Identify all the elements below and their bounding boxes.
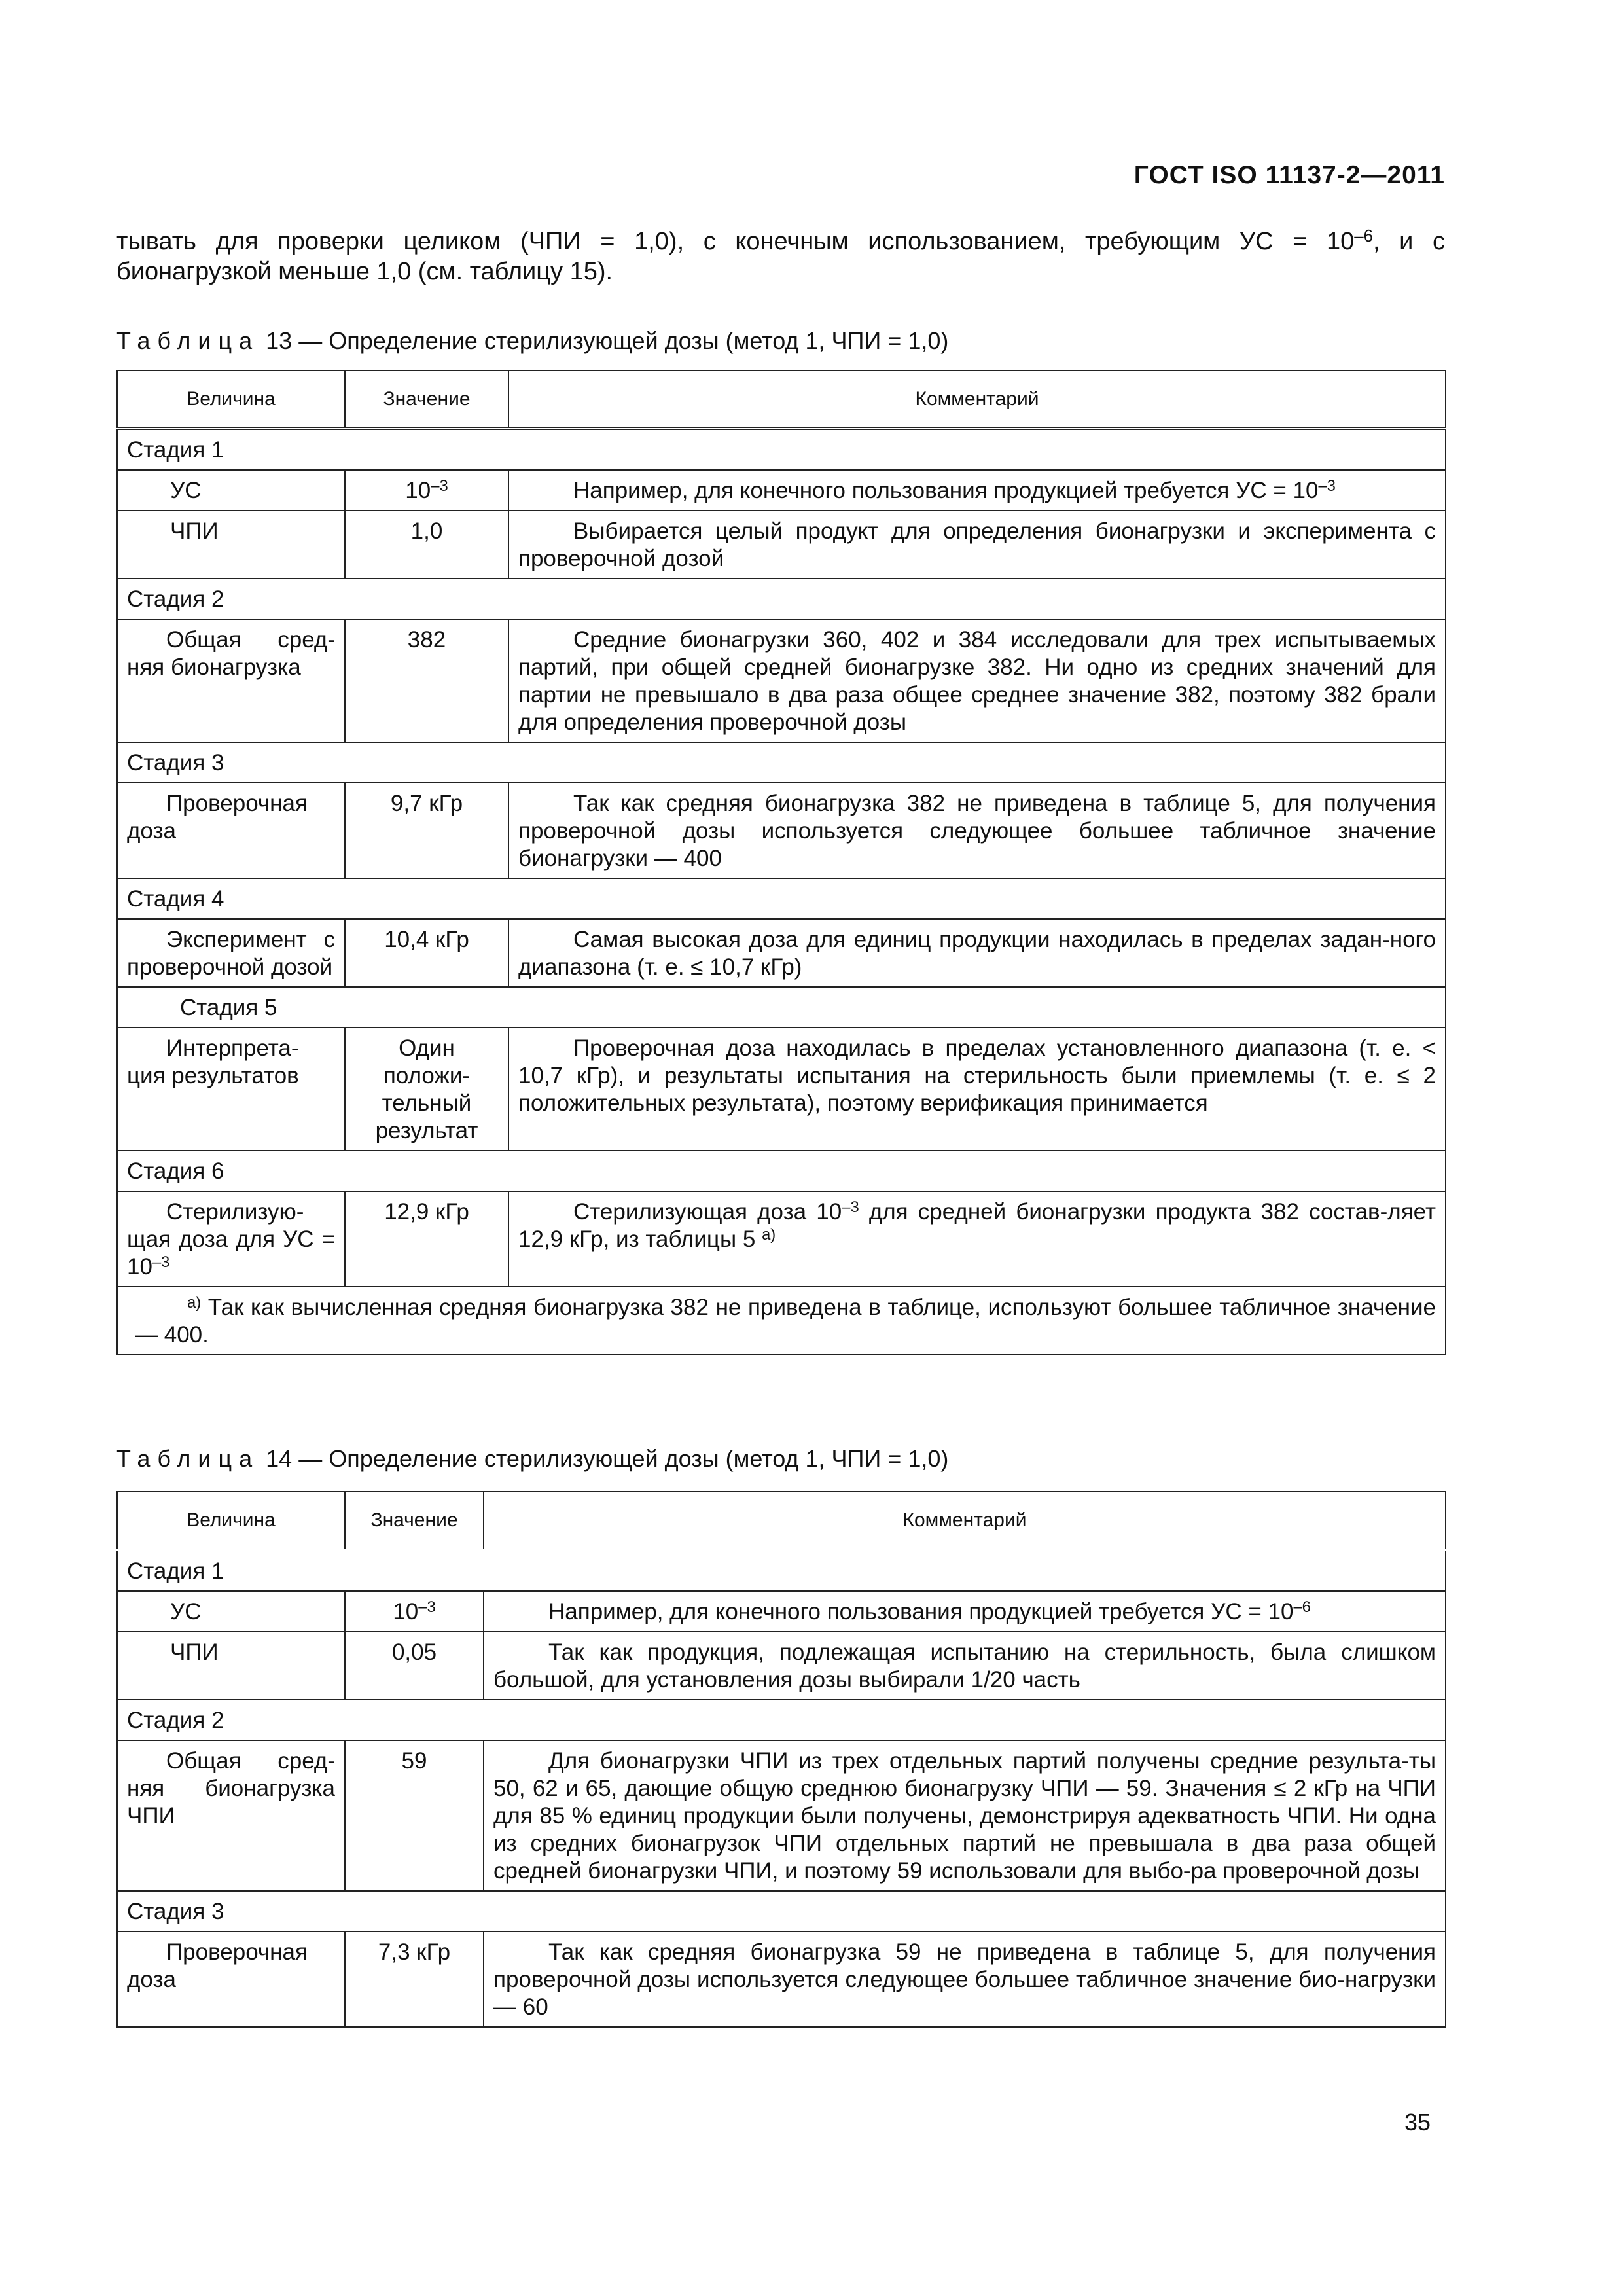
table-row: [117, 619, 1446, 742]
table14: [116, 1491, 1446, 2028]
header-value: Значение: [345, 370, 508, 429]
comment-cell: Так как продукция, подлежащая испытанию на стерильность, была слишком большой, для установления дозы выбирали 1/20 часть: [484, 1632, 1446, 1700]
value-cell: Один положи-тельный результат: [345, 1028, 508, 1151]
value-cell: 12,9 кГр: [345, 1191, 508, 1287]
header-quantity: Величина: [117, 370, 345, 429]
value-cell: 382: [345, 619, 508, 742]
value-cell: $10^{-3}$: [345, 1591, 484, 1632]
stage-row: Стадия 3: [117, 1891, 1446, 1931]
quantity-cell: Стерилизую-щая доза для УС = $10^{-3}$: [117, 1191, 345, 1287]
comment-cell: Для бионагрузки ЧПИ из трех отдельных партий получены средние результа-ты 50, 62 и 65, дающие общую среднюю бионагрузку ЧПИ — 59. Значения ≤ 2 кГр на ЧПИ для 85 % единиц продукции были получены, демонстрируя адекватность ЧПИ. Ни одна из средних бионагрузок ЧПИ отдельных партий не превышала в два раза общей средней бионагрузки ЧПИ, и поэтому 59 использовали для выбо-ра проверочной дозы: [484, 1740, 1446, 1891]
intro-paragraph: [116, 226, 1445, 287]
comment-cell: Проверочная доза находилась в пределах установленного диапазона (т. е. < 10,7 кГр), и результаты испытания на стерильность были приемлемы (т. е. ≤ 2 положительных результата), поэтому верификация принимается: [508, 1028, 1446, 1151]
table-row: [117, 1632, 1446, 1700]
header-comment: Комментарий: [484, 1492, 1446, 1550]
page-number: 35: [1404, 2109, 1431, 2136]
table-row: [117, 1740, 1446, 1891]
comment-cell: Так как средняя бионагрузка 382 не приведена в таблице 5, для получения проверочной дозы используется следующее большее табличное значение бионагрузки — 400: [508, 783, 1446, 878]
value-cell: 9,7 кГр: [345, 783, 508, 878]
value-cell: 59: [345, 1740, 484, 1891]
intro-line-1: тывать для проверки целиком (ЧПИ = 1,0), с конечным использованием, требующим УС = $10^{-6}$, и с: [116, 227, 1445, 255]
table-row: [117, 1191, 1446, 1287]
table-row: [117, 919, 1446, 987]
footnote-cell: $^{a)}$ Так как вычисленная средняя бионагрузка 382 не приведена в таблице, используют большее табличное значение — 400.: [117, 1287, 1446, 1355]
quantity-cell: ЧПИ: [117, 511, 345, 579]
comment-cell: Выбирается целый продукт для определения бионагрузки и эксперимента с проверочной дозой: [508, 511, 1446, 579]
table-row: [117, 1931, 1446, 2027]
table-row: [117, 511, 1446, 579]
quantity-cell: ЧПИ: [117, 1632, 345, 1700]
table14-header-row: [117, 1492, 1446, 1550]
stage-row: Стадия 1: [117, 429, 1446, 470]
table-row: [117, 1028, 1446, 1151]
value-cell: 1,0: [345, 511, 508, 579]
stage-row: Стадия 5: [117, 987, 1446, 1028]
value-cell: 0,05: [345, 1632, 484, 1700]
comment-cell: Стерилизующая доза $10^{-3}$ для средней бионагрузки продукта 382 состав-ляет 12,9 кГр, из таблицы 5 $^{a)}$: [508, 1191, 1446, 1287]
table13-caption: Таблица 13 — Определение стерилизующей дозы (метод 1, ЧПИ = 1,0): [116, 327, 949, 354]
comment-cell: Так как средняя бионагрузка 59 не приведена в таблице 5, для получения проверочной дозы используется следующее большее табличное значение био-нагрузки — 60: [484, 1931, 1446, 2027]
quantity-cell: Эксперимент с проверочной дозой: [117, 919, 345, 987]
document-header: ГОСТ ISO 11137-2—2011: [1133, 161, 1445, 189]
value-cell: 10,4 кГр: [345, 919, 508, 987]
table-row: [117, 783, 1446, 878]
value-cell: $10^{-3}$: [345, 470, 508, 511]
quantity-cell: Проверочная доза: [117, 1931, 345, 2027]
comment-cell: Например, для конечного пользования продукцией требуется УС = $10^{-6}$: [484, 1591, 1446, 1632]
table13: [116, 370, 1446, 1355]
table14-caption: Таблица 14 — Определение стерилизующей дозы (метод 1, ЧПИ = 1,0): [116, 1445, 949, 1472]
stage-row: Стадия 2: [117, 1700, 1446, 1740]
quantity-cell: Проверочная доза: [117, 783, 345, 878]
comment-cell: Самая высокая доза для единиц продукции находилась в пределах задан-ного диапазона (т. е. ≤ 10,7 кГр): [508, 919, 1446, 987]
stage-row: Стадия 3: [117, 742, 1446, 783]
value-cell: 7,3 кГр: [345, 1931, 484, 2027]
table-row: [117, 1591, 1446, 1632]
quantity-cell: Общая сред- няя бионагрузка: [117, 619, 345, 742]
comment-cell: Например, для конечного пользования продукцией требуется УС = $10^{-3}$: [508, 470, 1446, 511]
header-value: Значение: [345, 1492, 484, 1550]
stage-row: Стадия 2: [117, 579, 1446, 619]
stage-row: Стадия 4: [117, 878, 1446, 919]
table13-header-row: [117, 370, 1446, 429]
quantity-cell: УС: [117, 1591, 345, 1632]
header-comment: Комментарий: [508, 370, 1446, 429]
header-quantity: Величина: [117, 1492, 345, 1550]
stage-row: Стадия 6: [117, 1151, 1446, 1191]
quantity-cell: Интерпрета-ция результатов: [117, 1028, 345, 1151]
table-row: [117, 470, 1446, 511]
stage-row: Стадия 1: [117, 1550, 1446, 1591]
footnote-row: [117, 1287, 1446, 1355]
intro-line-2: бионагрузкой меньше 1,0 (см. таблицу 15).: [116, 258, 613, 285]
quantity-cell: УС: [117, 470, 345, 511]
quantity-cell: Общая сред-няя бионагрузка ЧПИ: [117, 1740, 345, 1891]
comment-cell: Средние бионагрузки 360, 402 и 384 исследовали для трех испытываемых партий, при общей средней бионагрузке 382. Ни одно из средних значений для партии не превышало в два раза общее среднее значение 382, поэтому 382 брали для определения проверочной дозы: [508, 619, 1446, 742]
